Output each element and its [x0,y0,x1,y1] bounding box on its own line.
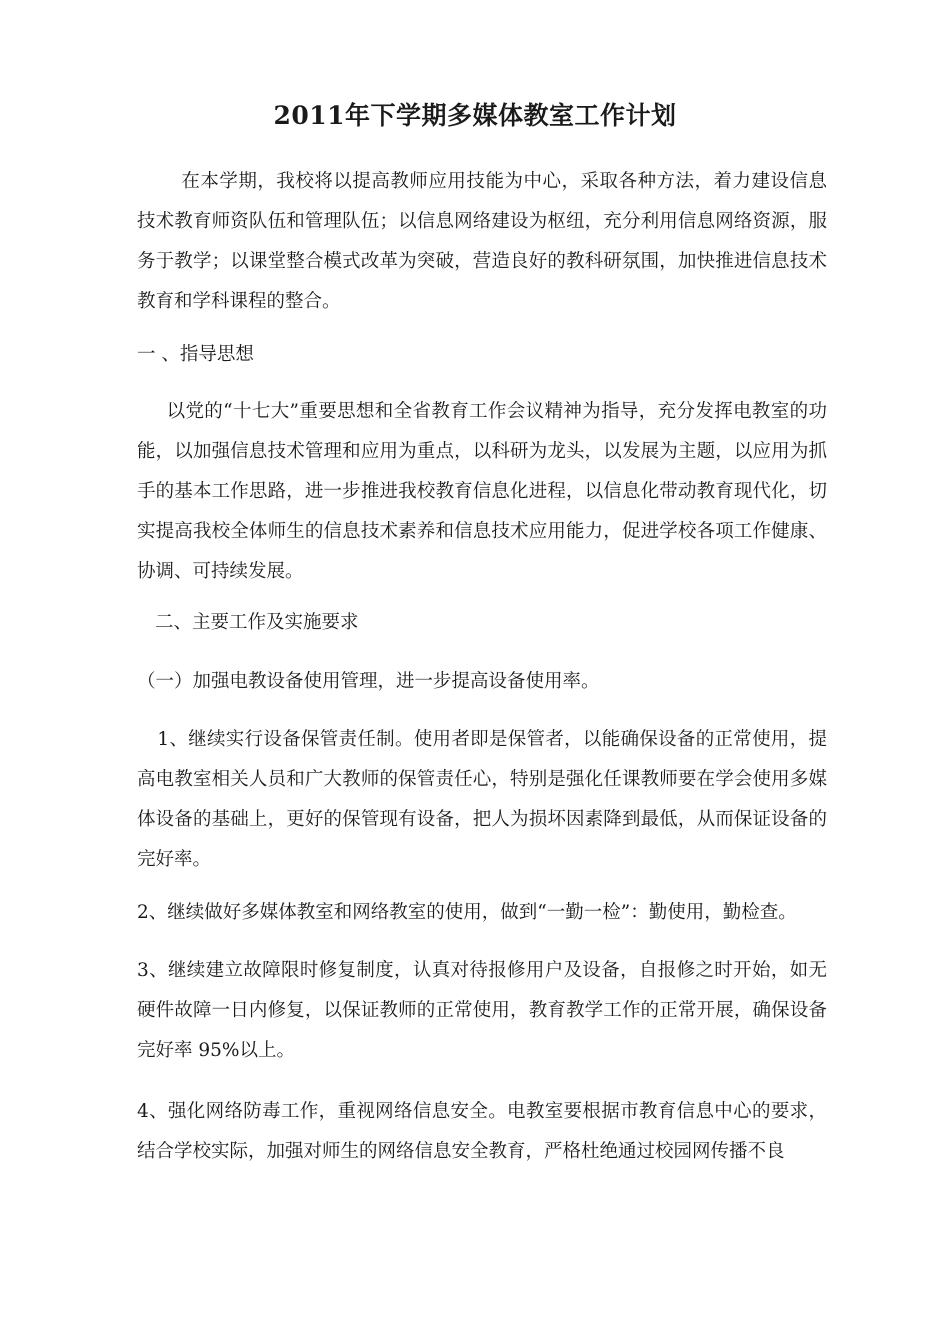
list-item-1: 1、继续实行设备保管责任制。使用者即是保管者，以能确保设备的正常使用，提高电教室相关人员和广大教师的保管责任心，特别是强化任课教师要在学会使用多媒体设备的基础上，更好的保管现有设备，把人为损坏因素降到最低，从而保证设备的完好率。 [137,729,827,870]
subsection-heading-equipment-management: （一）加强电教设备使用管理，进一步提高设备使用率。 [137,671,600,692]
intro-paragraph: 在本学期，我校将以提高教师应用技能为中心，采取各种方法，着力建设信息技术教育师资队伍和管理队伍；以信息网络建设为枢纽，充分利用信息网络资源，服务于教学；以课堂整合模式改革为突破，营造良好的教科研氛围，加快推进信息技术教育和学科课程的整合。 [137,171,827,312]
guiding-ideology-paragraph: 以党的“十七大”重要思想和全省教育工作会议精神为指导，充分发挥电教室的功能，以加强信息技术管理和应用为重点，以科研为龙头，以发展为主题，以应用为抓手的基本工作思路，进一步推进我校教育信息化进程，以信息化带动教育现代化，切实提高我校全体师生的信息技术素养和信息技术应用能力，促进学校各项工作健康、协调、可持续发展。 [137,401,827,582]
section-heading-guiding-ideology: 一 、指导思想 [137,344,254,365]
list-item-3: 3、继续建立故障限时修复制度，认真对待报修用户及设备，自报修之时开始，如无硬件故障一日内修复，以保证教师的正常使用，教育教学工作的正常开展，确保设备完好率 95%以上。 [137,960,827,1061]
list-item-4: 4、强化网络防毒工作，重视网络信息安全。电教室要根据市教育信息中心的要求，结合学校实际，加强对师生的网络信息安全教育，严格杜绝通过校园网传播不良 [137,1101,827,1162]
section-heading-main-work: 二、主要工作及实施要求 [155,612,359,633]
list-item-2: 2、继续做好多媒体教室和网络教室的使用，做到“一勤一检”：勤使用，勤检查。 [137,902,797,923]
document-title: 2011年下学期多媒体教室工作计划 [273,101,677,130]
